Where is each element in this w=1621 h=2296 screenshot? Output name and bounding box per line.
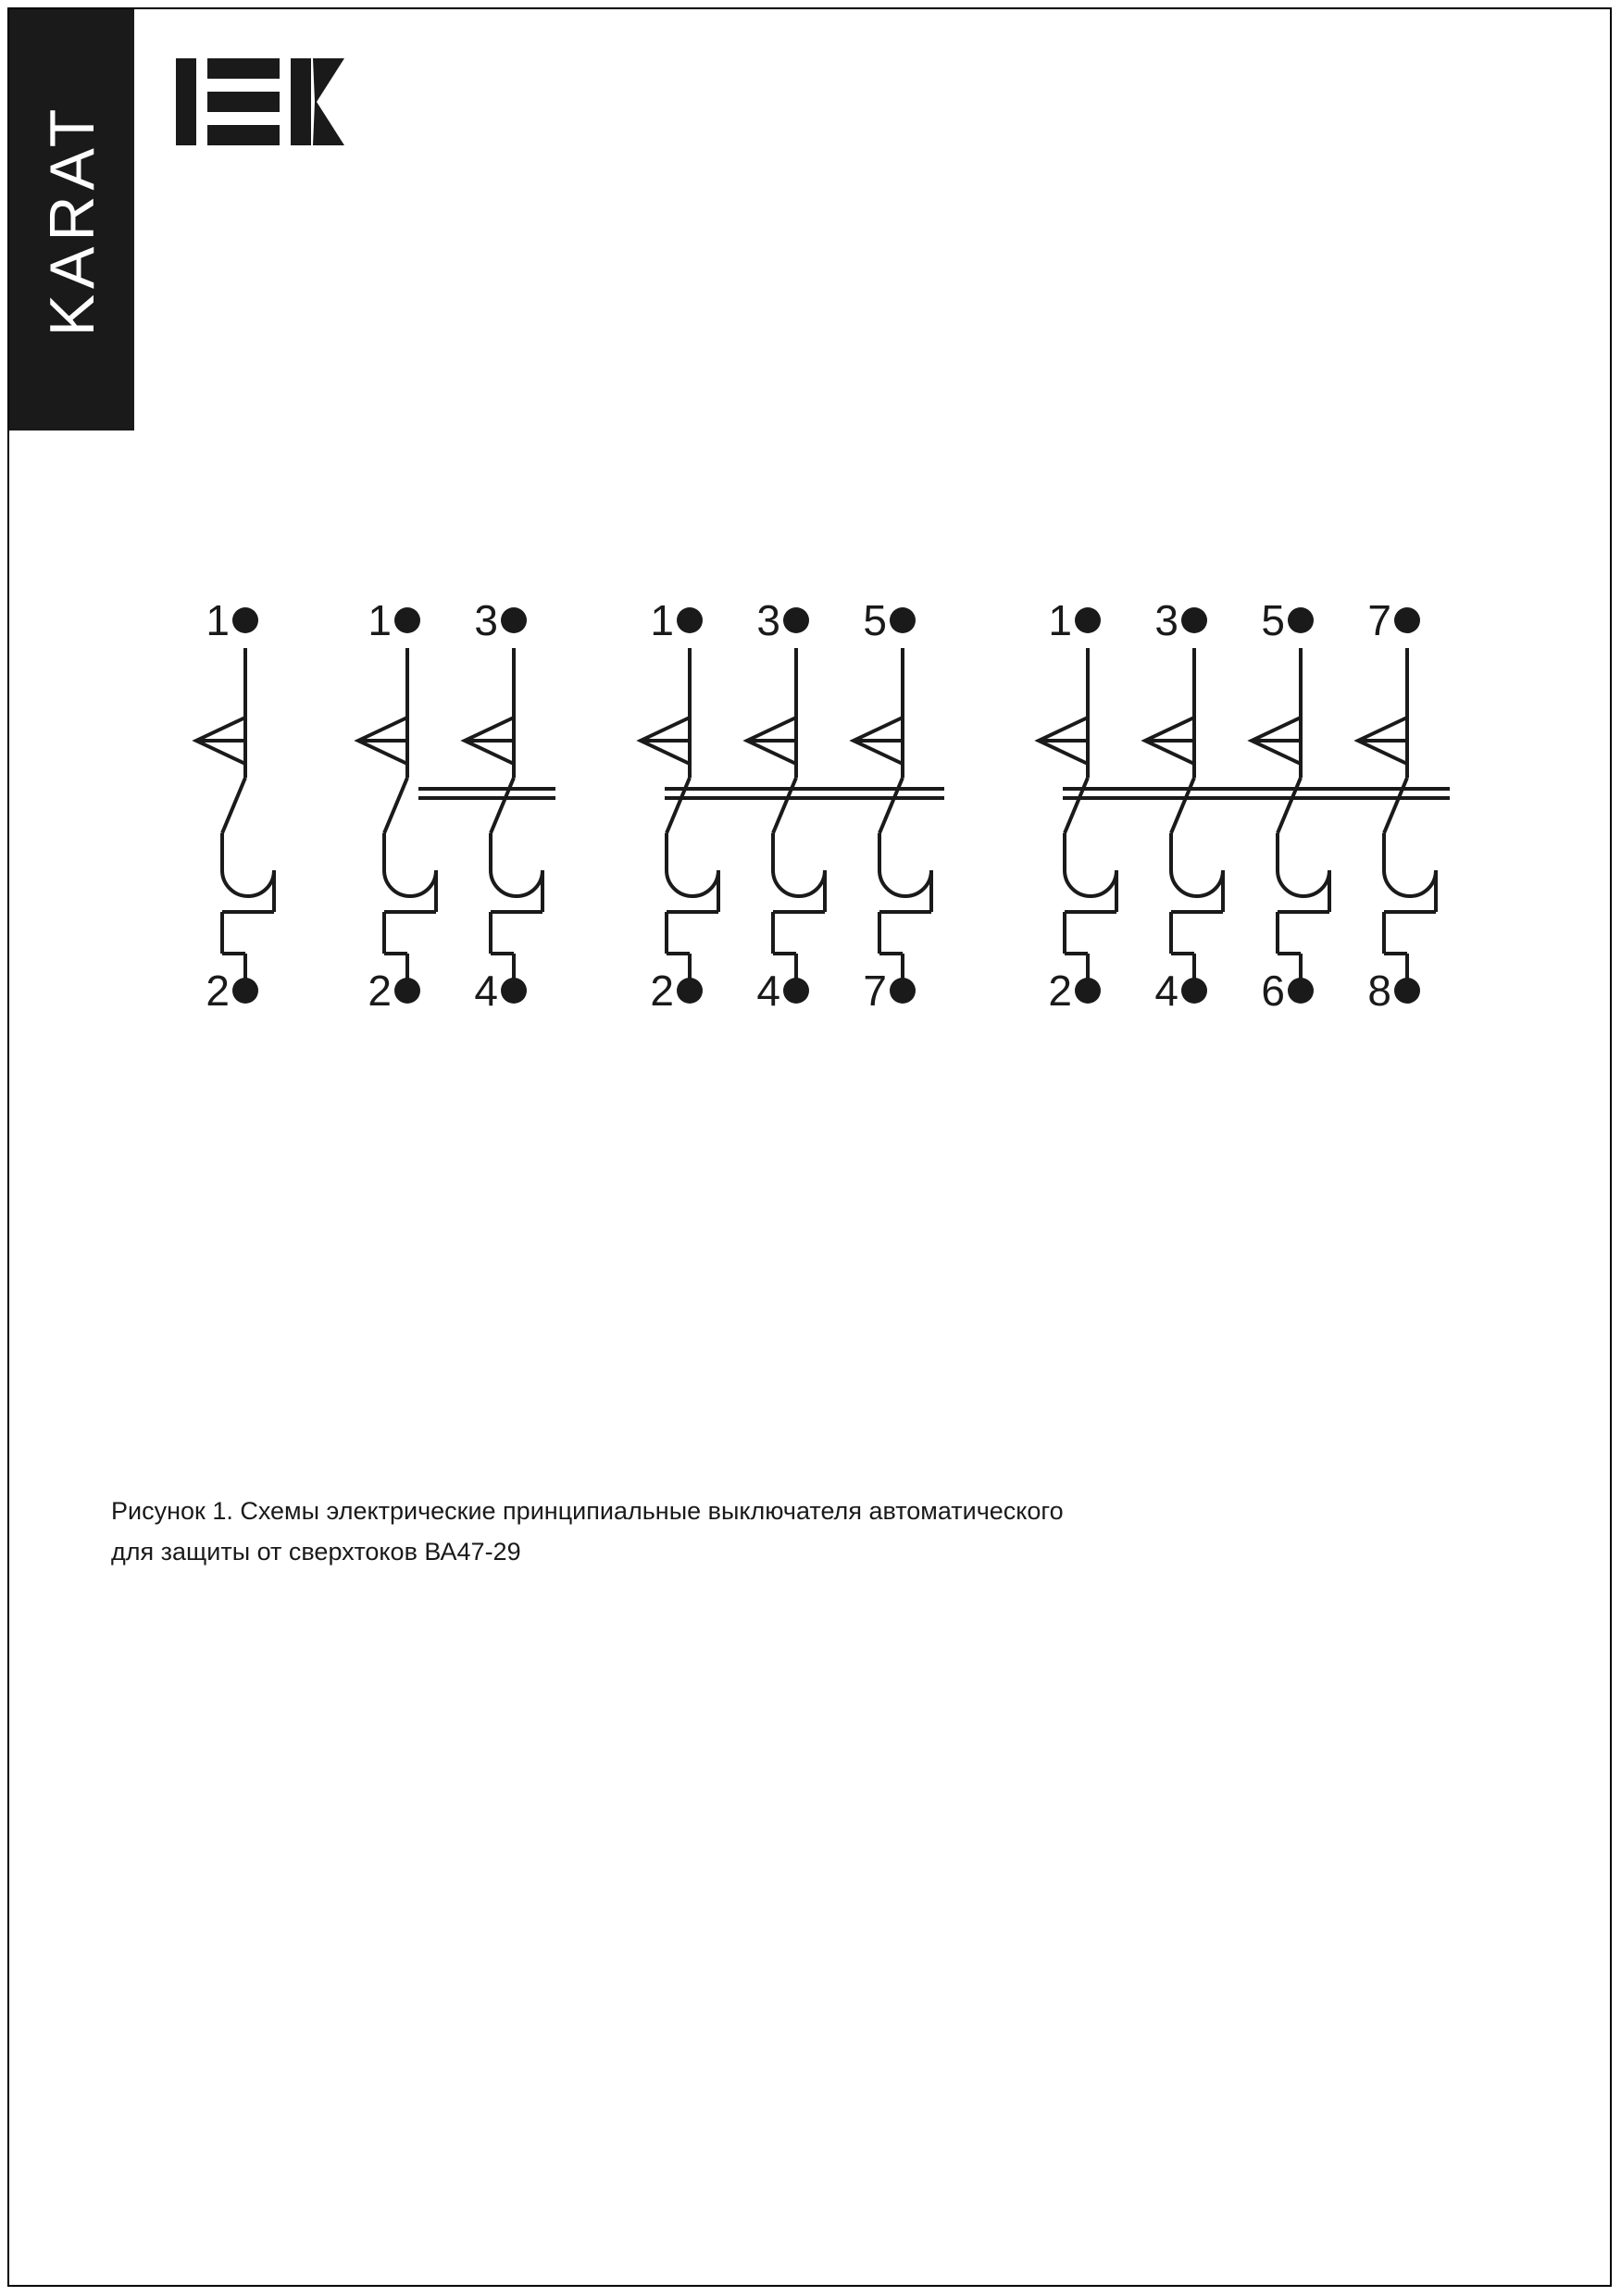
- terminal-label: 1: [206, 596, 230, 644]
- terminal-label: 1: [1048, 596, 1072, 644]
- pole-2p-1: [358, 648, 436, 991]
- terminal-label: 4: [1154, 967, 1178, 1015]
- brand-side-tab-label: KARAT: [36, 103, 107, 337]
- pole-4p-2: [1145, 648, 1223, 991]
- terminal-label: 4: [756, 967, 780, 1015]
- terminal-label: 3: [474, 596, 498, 644]
- terminal-label: 7: [863, 967, 887, 1015]
- terminal-label: 2: [1048, 967, 1072, 1015]
- pole-4p-4: [1358, 648, 1436, 991]
- pole-2p-2: [465, 648, 542, 991]
- terminal-dot: [232, 978, 258, 1004]
- terminal-label: 5: [863, 596, 887, 644]
- terminal-label: 5: [1261, 596, 1285, 644]
- brand-side-tab: [9, 9, 134, 430]
- pole-4p-1: [1039, 648, 1116, 991]
- pole-4p-3: [1252, 648, 1329, 991]
- pole-3p-2: [747, 648, 825, 991]
- terminal-label: 7: [1367, 596, 1391, 644]
- figure-caption: [111, 1491, 1315, 1572]
- pole-1p-1: [196, 648, 274, 991]
- terminal-label: 2: [206, 967, 230, 1015]
- terminal-label: 4: [474, 967, 498, 1015]
- terminal-dot: [232, 607, 258, 633]
- terminal-label: 6: [1261, 967, 1285, 1015]
- terminal-label: 8: [1367, 967, 1391, 1015]
- figure-caption-line-2: для защиты от сверхтоков ВА47-29: [111, 1538, 521, 1566]
- terminal-label: 1: [368, 596, 392, 644]
- terminal-label: 2: [650, 967, 674, 1015]
- terminal-label: 2: [368, 967, 392, 1015]
- terminal-label: 3: [1154, 596, 1178, 644]
- pole-3p-1: [641, 648, 718, 991]
- iek-logo: [176, 51, 361, 153]
- schematic-diagram: [0, 555, 1621, 1204]
- pole-3p-3: [854, 648, 931, 991]
- figure-caption-line-1: Рисунок 1. Схемы электрические принципиальные выключателя автоматического: [111, 1497, 1064, 1525]
- terminal-label: 1: [650, 596, 674, 644]
- terminal-label: 3: [756, 596, 780, 644]
